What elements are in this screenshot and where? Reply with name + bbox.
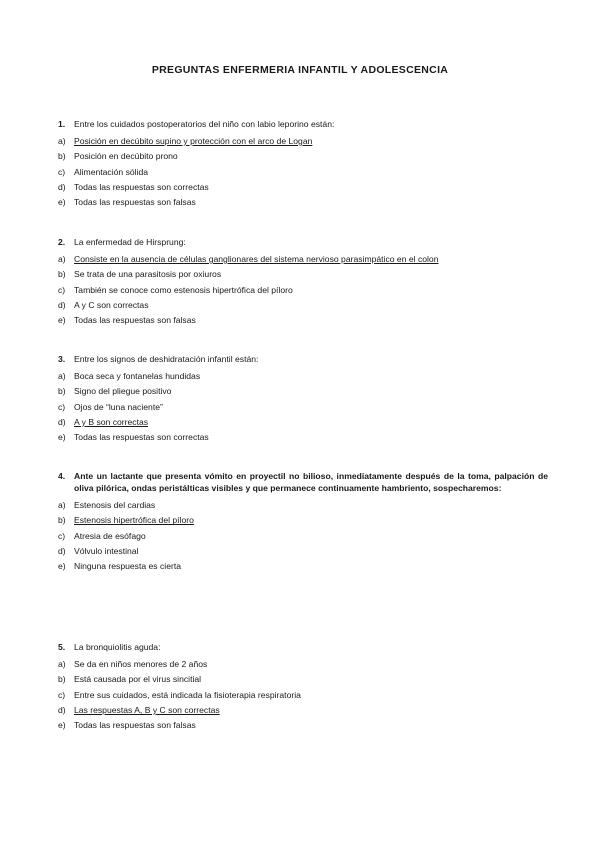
option-letter: c) bbox=[58, 166, 66, 177]
option-letter: c) bbox=[58, 401, 66, 412]
question-block bbox=[58, 641, 548, 733]
option-letter: b) bbox=[58, 151, 66, 162]
option-letter: e) bbox=[58, 315, 66, 326]
answer-option bbox=[58, 657, 548, 672]
option-letter: a) bbox=[58, 659, 66, 669]
answer-option bbox=[58, 165, 548, 180]
option-letter: b) bbox=[58, 386, 66, 397]
answer-option bbox=[58, 415, 548, 430]
option-text: Se da en niños menores de 2 años bbox=[74, 659, 208, 669]
option-text: Todas las respuestas son correctas bbox=[74, 181, 209, 192]
option-text: Está causada por el virus sincitial bbox=[74, 674, 202, 685]
answer-option bbox=[58, 180, 548, 195]
option-text: Todas las respuestas son falsas bbox=[74, 197, 196, 208]
option-letter: c) bbox=[58, 530, 66, 541]
answer-option bbox=[58, 718, 548, 733]
option-letter: a) bbox=[58, 371, 66, 381]
question-text: La enfermedad de Hirsprung: bbox=[74, 237, 186, 247]
option-text-correct: Posición en decúbito supino y protección con el arco de Logan bbox=[74, 136, 313, 146]
option-text: Signo del pliegue positivo bbox=[74, 386, 172, 397]
answer-option bbox=[58, 134, 548, 149]
option-letter: e) bbox=[58, 561, 66, 572]
question-text: Ante un lactante que presenta vómito en proyectil no bilioso, inmediatamente después de la toma, palpación de oliva pilórica, ondas peristálticas visibles y que permanece continuamente hambriento, sospecharemos: bbox=[74, 471, 548, 493]
option-text: A y C son correctas bbox=[74, 299, 149, 310]
question-stem bbox=[58, 236, 548, 248]
option-text: Ninguna respuesta es cierta bbox=[74, 561, 182, 572]
option-letter: a) bbox=[58, 500, 66, 510]
question-stem bbox=[58, 470, 548, 494]
option-text: Boca seca y fontanelas hundidas bbox=[74, 371, 201, 381]
question-text: La bronquiolitis aguda: bbox=[74, 642, 161, 652]
page-title: PREGUNTAS ENFERMERIA INFANTIL Y ADOLESCENCIA bbox=[151, 64, 449, 76]
question-text: Entre los signos de deshidratación infantil están: bbox=[74, 354, 259, 364]
option-text: Todas las respuestas son falsas bbox=[74, 315, 196, 326]
option-letter: d) bbox=[58, 299, 66, 310]
option-letter: d) bbox=[58, 545, 66, 556]
option-letter: b) bbox=[58, 269, 66, 280]
option-letter: d) bbox=[58, 181, 66, 192]
answer-option bbox=[58, 529, 548, 544]
answer-option bbox=[58, 267, 548, 282]
option-letter: c) bbox=[58, 689, 66, 700]
answer-option bbox=[58, 688, 548, 703]
answer-option bbox=[58, 498, 548, 513]
question-block bbox=[58, 118, 548, 210]
option-letter: e) bbox=[58, 720, 66, 731]
answer-option bbox=[58, 559, 548, 574]
option-text: Entre sus cuidados, está indicada la fisioterapia respiratoria bbox=[74, 689, 301, 700]
option-letter: e) bbox=[58, 197, 66, 208]
answer-option bbox=[58, 195, 548, 210]
question-block bbox=[58, 236, 548, 328]
question-number: 3. bbox=[58, 354, 66, 364]
option-text-correct: A y B son correctas bbox=[74, 416, 149, 427]
option-letter: a) bbox=[58, 136, 66, 146]
answer-option bbox=[58, 149, 548, 164]
question-block bbox=[58, 470, 548, 574]
question-number: 1. bbox=[58, 119, 66, 129]
option-letter: a) bbox=[58, 254, 66, 264]
question-stem bbox=[58, 118, 548, 130]
answer-option bbox=[58, 384, 548, 399]
question-stem bbox=[58, 353, 548, 365]
option-text: Alimentación sólida bbox=[74, 166, 149, 177]
answer-option bbox=[58, 252, 548, 267]
option-text-correct: Las respuestas A, B y C son correctas bbox=[74, 704, 220, 715]
answer-option bbox=[58, 703, 548, 718]
option-letter: b) bbox=[58, 674, 66, 685]
answer-option bbox=[58, 430, 548, 445]
answer-option bbox=[58, 513, 548, 528]
option-letter: b) bbox=[58, 515, 66, 526]
option-text: Estenosis del cardias bbox=[74, 500, 156, 510]
option-letter: d) bbox=[58, 704, 66, 715]
option-text: Se trata de una parasitosis por oxiuros bbox=[74, 269, 222, 280]
question-number: 5. bbox=[58, 642, 66, 652]
option-text-correct: Estenosis hipertrófica del píloro bbox=[74, 515, 194, 526]
answer-option bbox=[58, 672, 548, 687]
option-text: Ojos de “luna naciente” bbox=[74, 401, 163, 412]
option-letter: d) bbox=[58, 416, 66, 427]
option-text: Todas las respuestas son falsas bbox=[74, 720, 196, 731]
question-block bbox=[58, 353, 548, 445]
option-text-correct: Consiste en la ausencia de células ganglionares del sistema nervioso parasimpático en el colon bbox=[74, 254, 439, 264]
option-text: Todas las respuestas son correctas bbox=[74, 432, 209, 443]
question-text: Entre los cuidados postoperatorios del niño con labio leporino están: bbox=[74, 119, 335, 129]
question-number: 4. bbox=[58, 471, 66, 481]
option-text: Vólvulo intestinal bbox=[74, 545, 139, 556]
option-text: También se conoce como estenosis hipertrófica del píloro bbox=[74, 284, 293, 295]
question-number: 2. bbox=[58, 237, 66, 247]
answer-option bbox=[58, 313, 548, 328]
question-stem bbox=[58, 641, 548, 653]
option-letter: e) bbox=[58, 432, 66, 443]
answer-option bbox=[58, 283, 548, 298]
option-text: Posición en decúbito prono bbox=[74, 151, 178, 162]
answer-option bbox=[58, 298, 548, 313]
answer-option bbox=[58, 400, 548, 415]
answer-option bbox=[58, 369, 548, 384]
option-text: Atresia de esófago bbox=[74, 530, 146, 541]
answer-option bbox=[58, 544, 548, 559]
option-letter: c) bbox=[58, 284, 66, 295]
